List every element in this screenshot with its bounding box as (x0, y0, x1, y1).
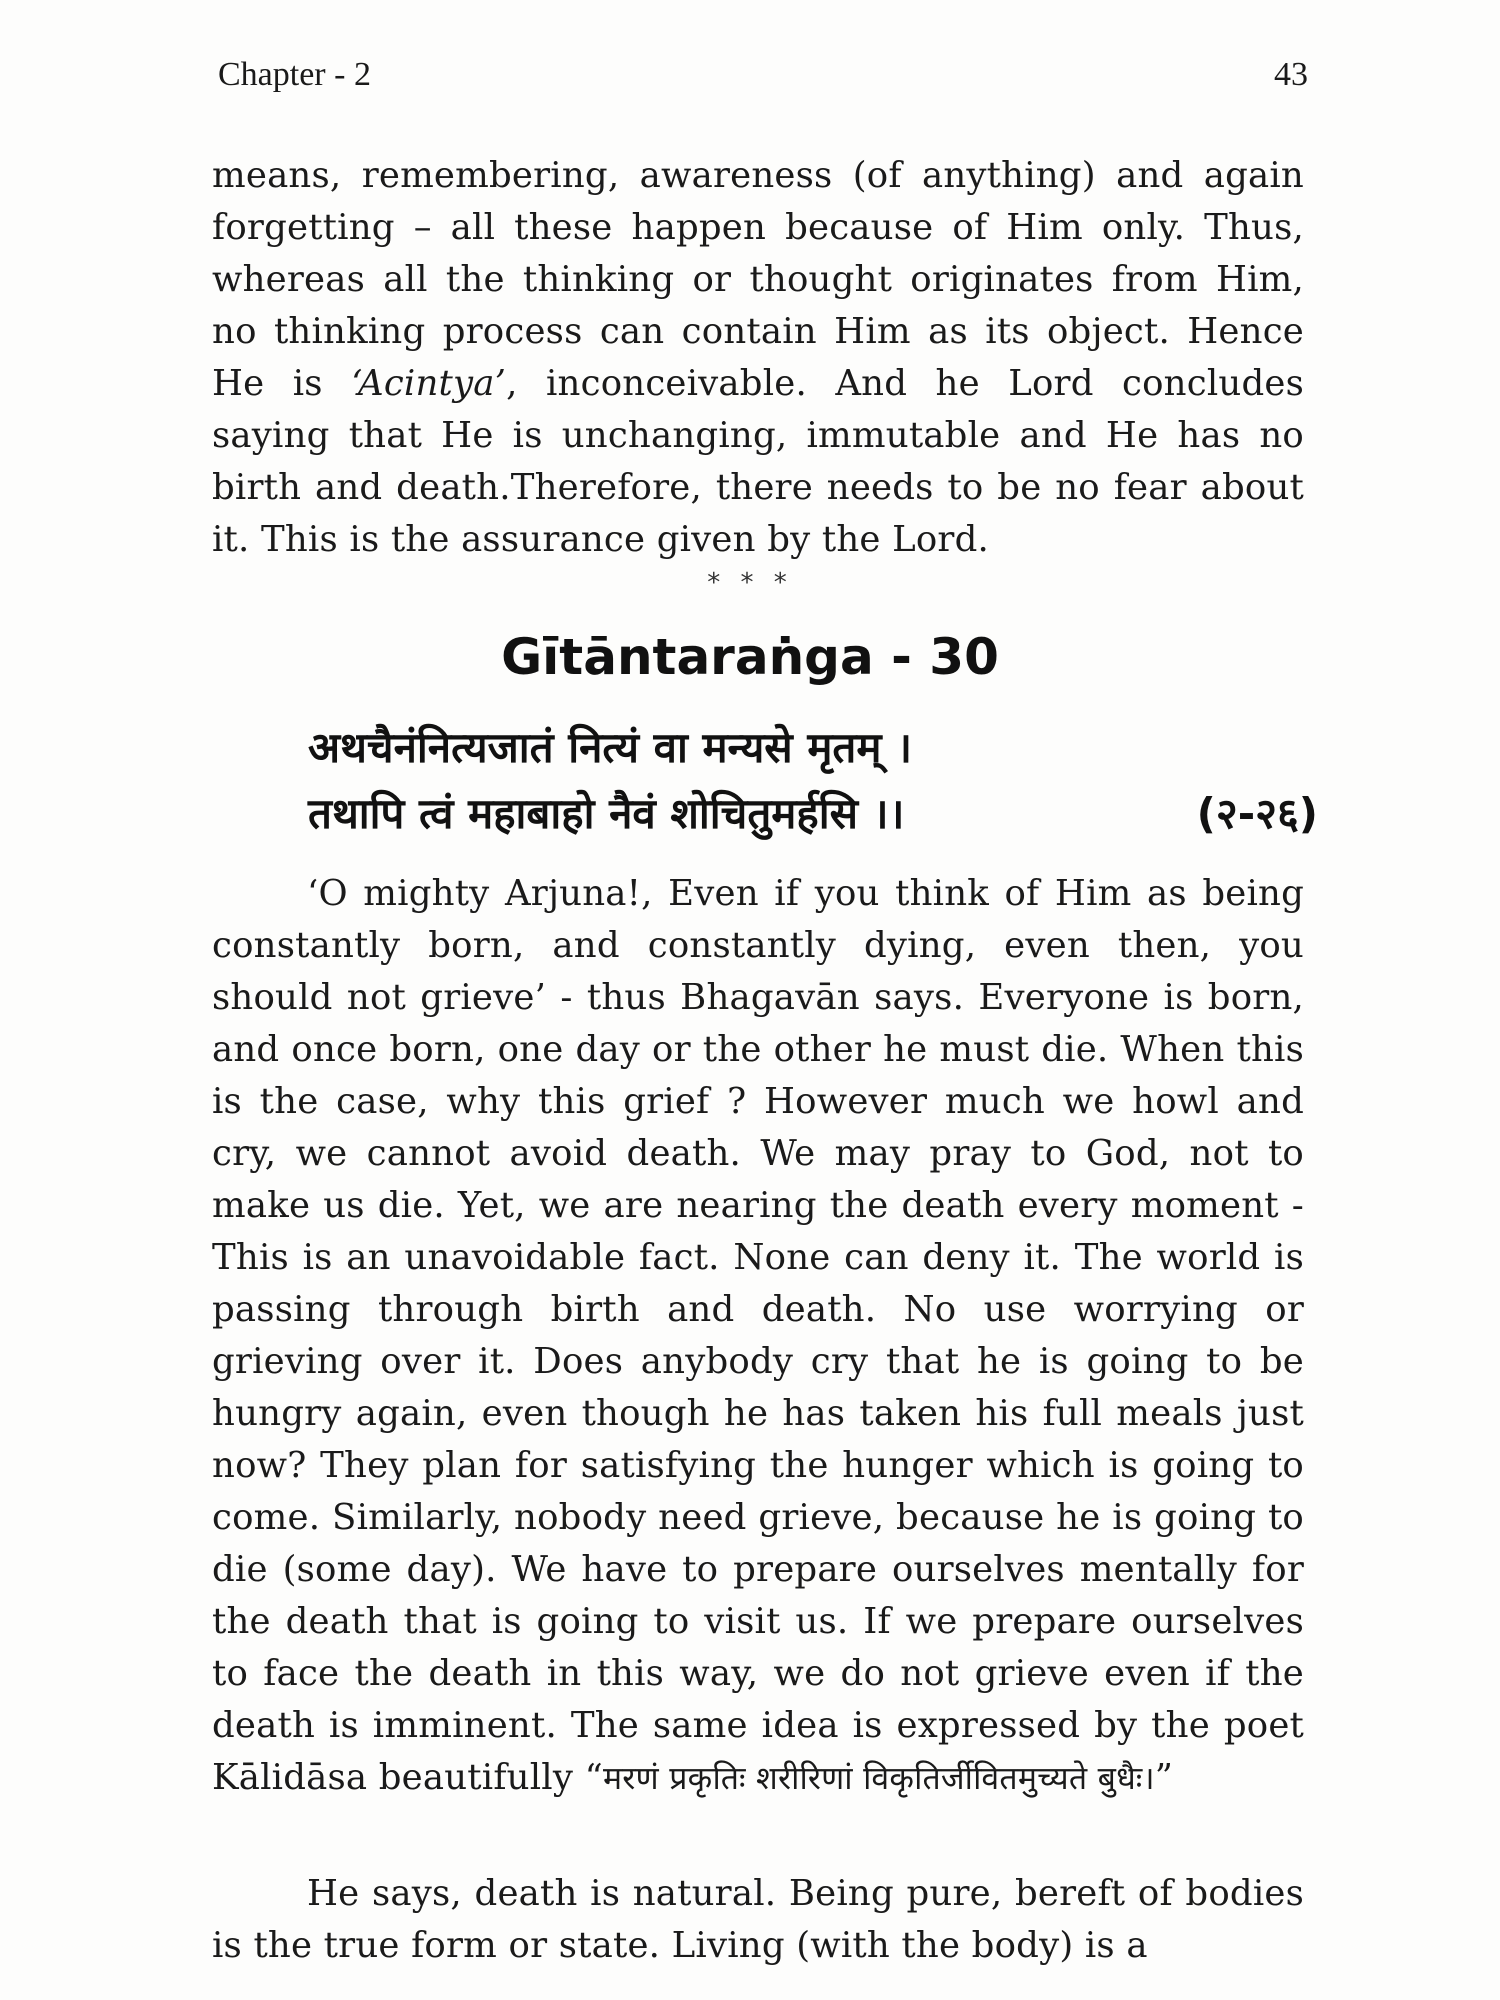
sanskrit-quote: मरणं प्रकृतिः शरीरिणां विकृतिर्जीवितमुच्यते बुधैः। (602, 1759, 1155, 1797)
verse-line-2 (308, 784, 1318, 841)
page-number: 43 (1274, 56, 1308, 93)
verse-line-1 (308, 718, 1318, 775)
paragraph-text: He says, death is natural. Being pure, bereft of bodies is the true form or state. Living (with the body) is a (212, 1873, 1304, 1966)
paragraph-continued (212, 150, 1304, 566)
paragraph-next (212, 1868, 1304, 1972)
paragraph-text: ‘O mighty Arjuna!, Even if you think of Him as being constantly born, and constantly dying, even then, you should not grieve’ - thus Bhagavān says. Everyone is born, and once born, one day or the other he must die. When this is the case, why this grief ? However much we howl and cry, we cannot avoid death. We may pray to God, not to make us die. Yet, we are nearing the death every moment - This is an unavoidable fact. None can deny it. The world is passing through birth and death. No use worrying or grieving over it. Does anybody cry that he is going to be hungry again, even though he has taken his full meals just now? They plan for satisfying the hunger which is going to come. Similarly, nobody need grieve, because he is going to die (some day). We have to prepare ourselves mentally for the death that is going to visit us. If we prepare ourselves to face the death in this way, we do not grieve even if the death is imminent. The same idea is expressed by the poet Kālidāsa beautifully “ (212, 873, 1304, 1798)
quote-close: ” (1154, 1757, 1174, 1798)
section-separator: * * * (707, 568, 793, 598)
running-head (218, 56, 1308, 96)
italic-term: ‘Acintya’ (351, 363, 507, 404)
verse-reference: (२-२६) (1196, 789, 1318, 838)
verse-text: तथापि त्वं महाबाहो नैवं शोचितुमर्हसि ।। (308, 789, 905, 838)
paragraph-text: means, remembering, awareness (of anything) and again forgetting – all these happen because of Him only. Thus, whereas all the thinking or thought originates from Him, no thinking process can contain Him as its object. Hence He is (212, 155, 1304, 404)
verse-text: अथचैनंनित्यजातं नित्यं वा मन्यसे मृतम् । (308, 723, 913, 772)
paragraph-commentary (212, 868, 1304, 1804)
paragraph-text: , inconceivable. And he Lord concludes saying that He is unchanging, immutable and He has no birth and death.Therefore, there needs to be no fear about it. This is the assurance given by the Lord. (212, 363, 1304, 560)
section-title: Gītāntaraṅga - 30 (501, 628, 999, 686)
chapter-label: Chapter - 2 (218, 56, 371, 93)
